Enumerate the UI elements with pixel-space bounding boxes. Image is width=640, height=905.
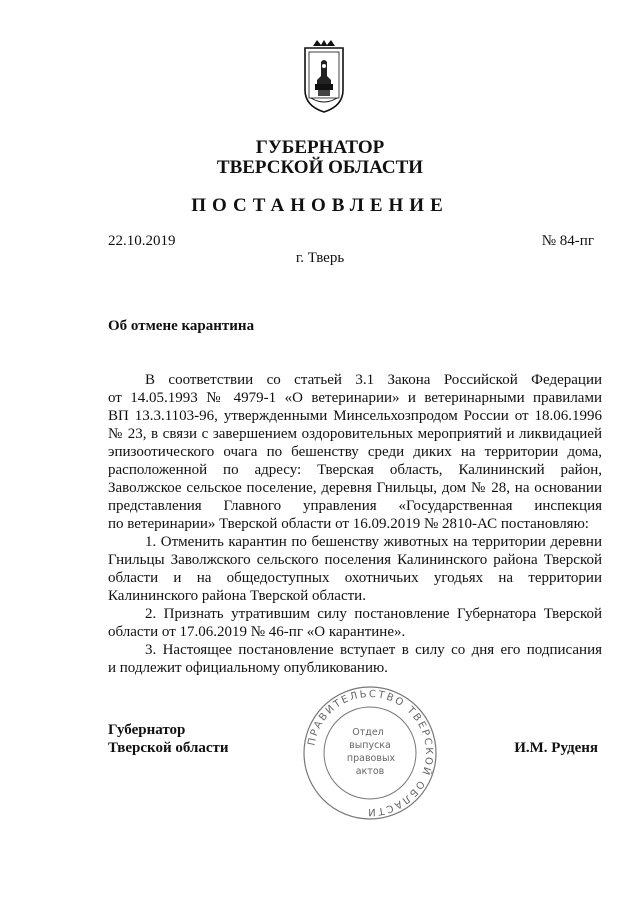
signatory-name: И.М. Руденя [514,740,598,756]
signatory-title: Губернатор [108,722,186,738]
body-line: расположенной по адресу: Тверская область, Калининский район, [108,462,602,478]
issuer-title: ГУБЕРНАТОР [255,137,385,158]
body-line: ВП 13.3.1103-96, утвержденными Минсельхозпродом России от 18.06.1996 [108,408,602,424]
body-line: эпизоотического очага по бешенству среди диких на территории дома, [108,444,602,460]
signatory-region: Тверской области [108,740,229,756]
document-type: ПОСТАНОВЛЕНИЕ [191,195,449,216]
body-line: Заволжское сельское поселение, деревня Гнильцы, дом № 28, на основании [108,480,602,496]
body-line: представления Главного управления «Государственная инспекция [108,498,602,514]
coat-of-arms-emblem [303,40,345,114]
body-line: Калининского района Тверской области. [108,588,366,604]
seal-inner-line: Отдел [352,727,384,738]
body-line: 1. Отменить карантин по бешенству животных на территории деревни [145,534,602,550]
body-line: от 14.05.1993 № 4979-1 «О ветеринарии» и ветеринарными правилами [108,390,602,406]
document-subject: Об отмене карантина [108,318,255,334]
seal-inner-line: выпуска [349,740,391,751]
document-city: г. Тверь [295,250,345,266]
body-line: по ветеринарии» Тверской области от 16.09.2019 № 2810-АС постановляю: [108,516,589,532]
body-line: 2. Признать утратившим силу постановление Губернатора Тверской [145,606,602,622]
body-line: области от 17.06.2019 № 46-пг «О карантине». [108,624,406,640]
body-line: области и на общедоступных охотничьих угодьях на территории [108,570,602,586]
body-line: и подлежит официальному опубликованию. [108,660,388,676]
seal-inner-line: правовых [346,753,396,764]
body-line: 3. Настоящее постановление вступает в силу со дня его подписания [145,642,602,658]
body-line: Гнильцы Заволжского сельского поселения Калининского района Тверской [108,552,602,568]
official-seal-stamp [300,683,440,823]
document-number: № 84-пг [541,233,594,249]
seal-inner-line: актов [355,766,385,777]
seal-ring-text: ПРАВИТЕЛЬСТВО ТВЕРСКОЙ ОБЛАСТИ [306,688,435,818]
body-line: № 23, в связи с завершением оздоровительных мероприятий и ликвидацией [108,426,602,442]
document-date: 22.10.2019 [108,233,176,249]
body-line: В соответствии со статьей 3.1 Закона Российской Федерации [145,372,602,388]
issuer-region: ТВЕРСКОЙ ОБЛАСТИ [216,157,424,178]
